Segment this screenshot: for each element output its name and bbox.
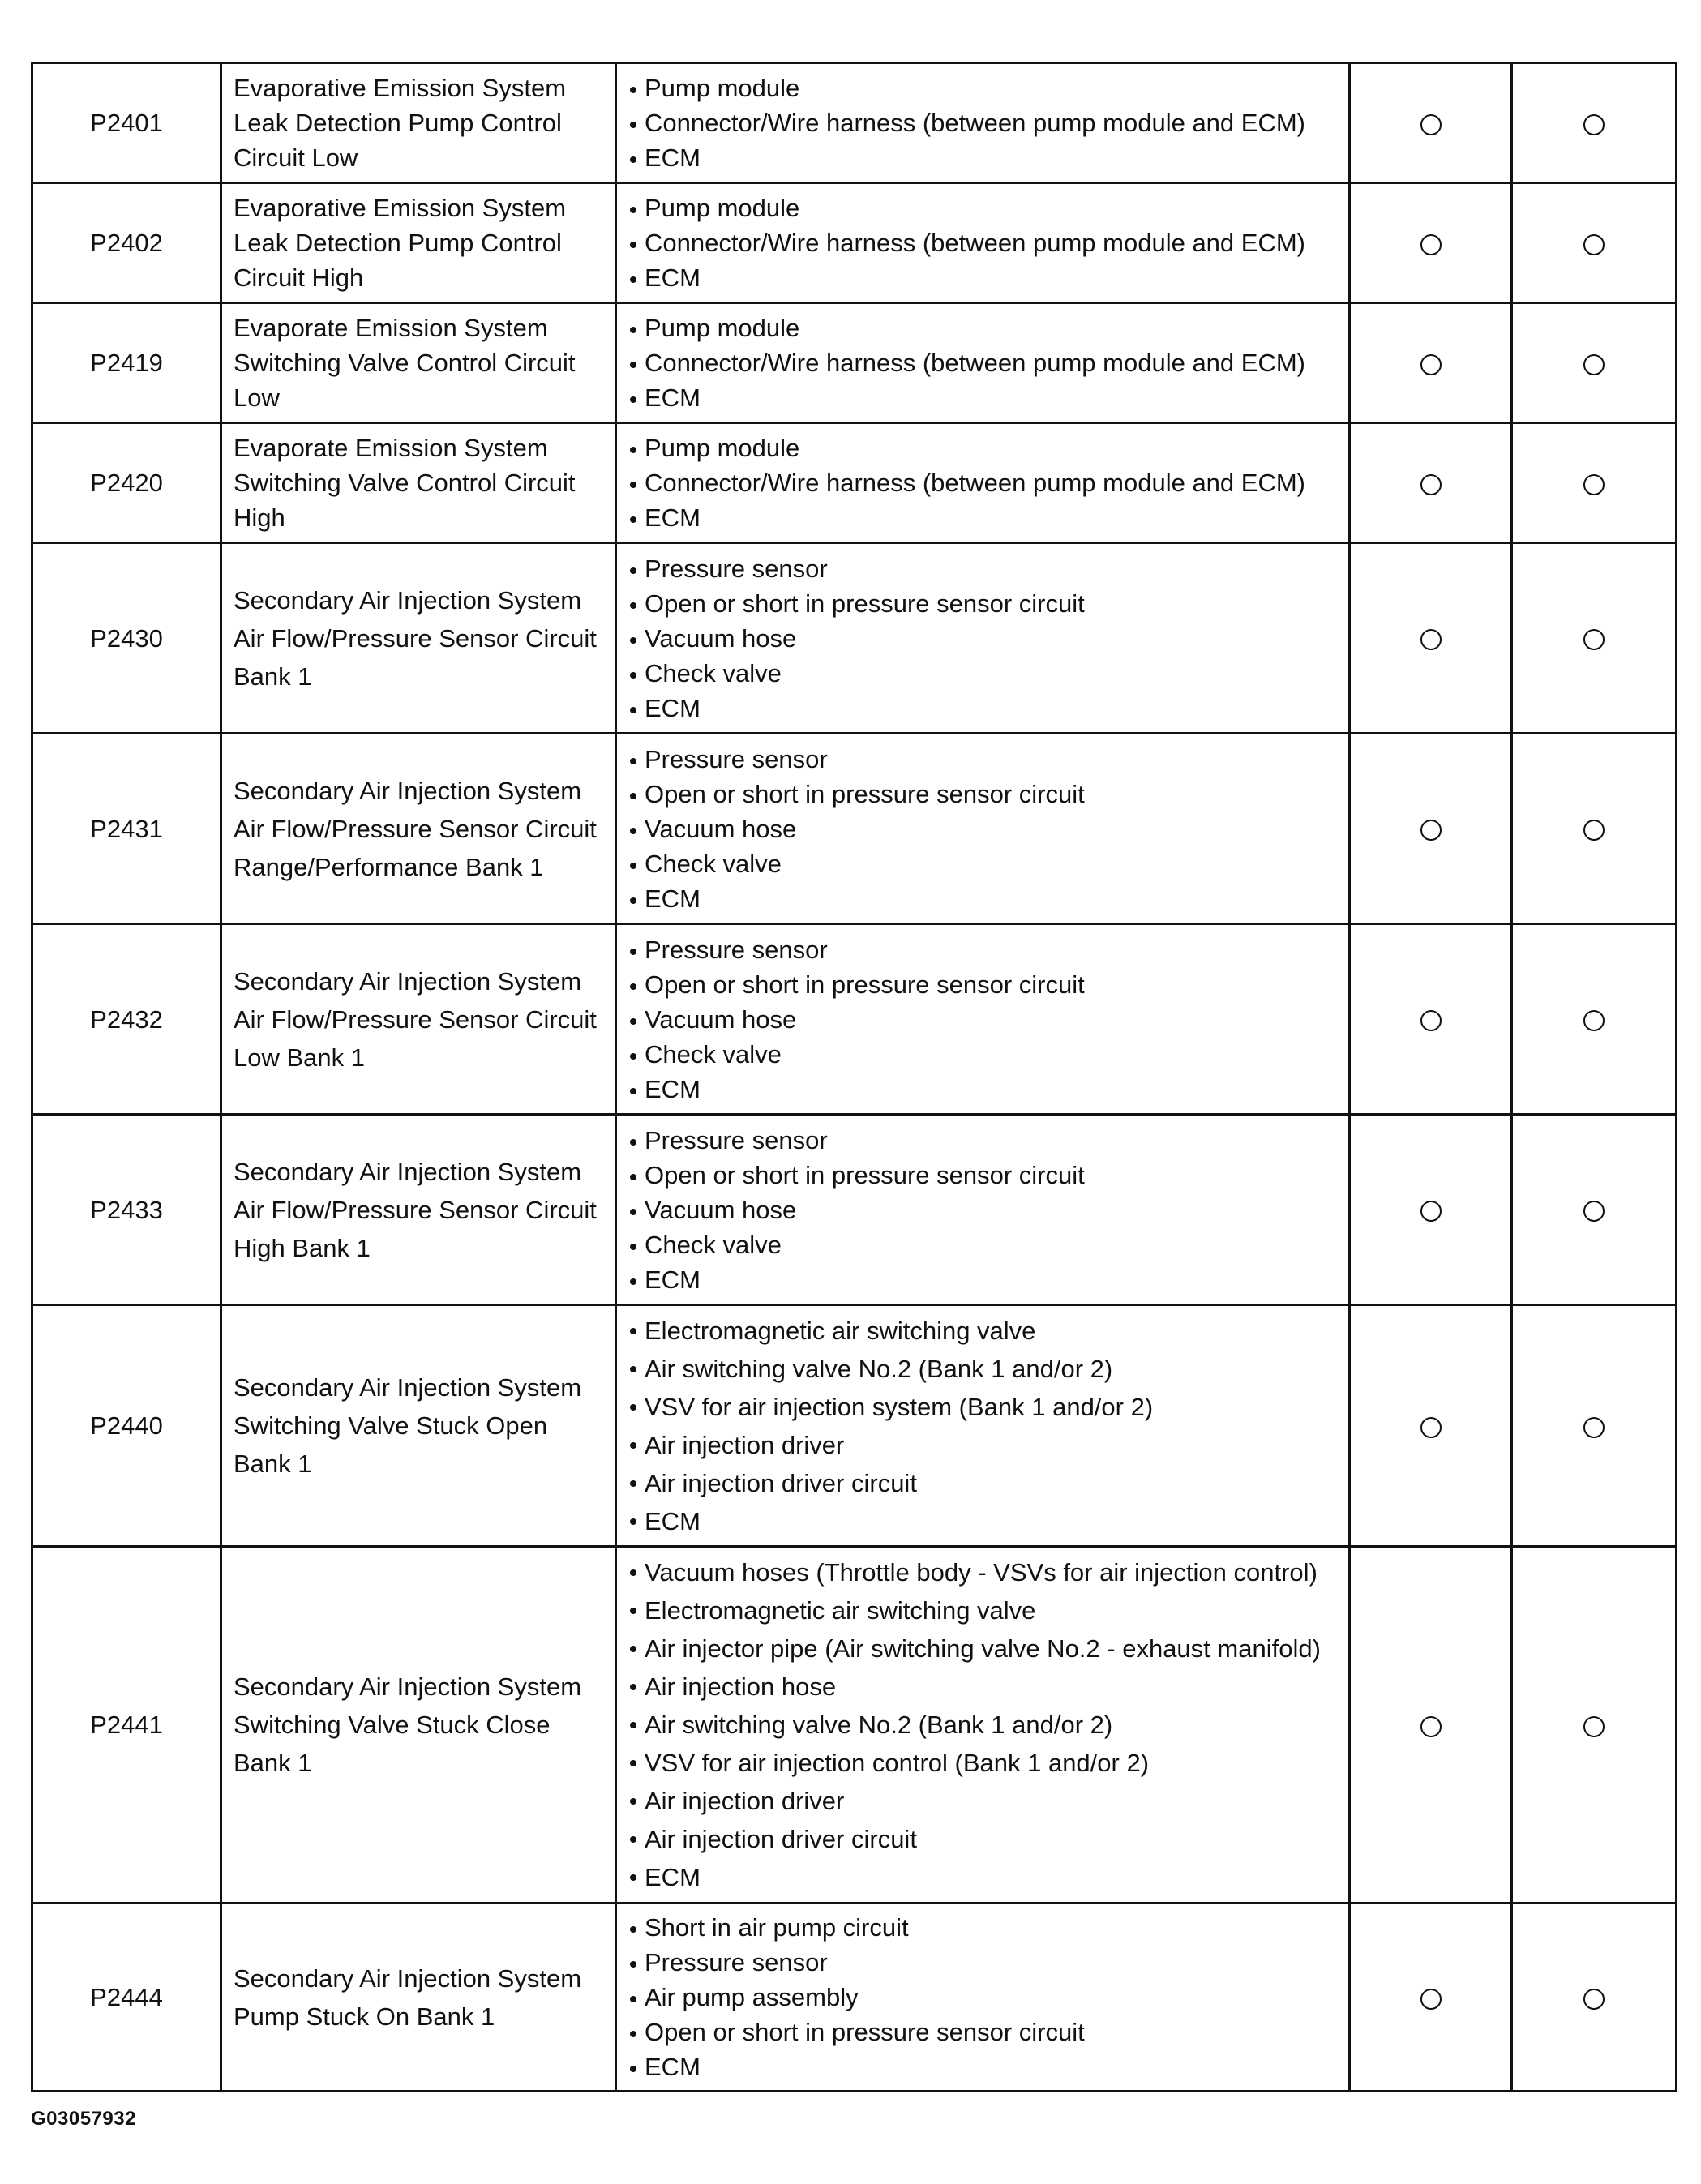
detection-item-line: Secondary Air Injection System [234,1963,582,1993]
circle-mark-icon [1420,1716,1442,1737]
dtc-code: P2444 [32,1904,221,2092]
detection-item [221,734,616,924]
circle-mark-icon [1420,354,1442,375]
detection-item [221,924,616,1115]
detection-item-line: Switching Valve Control Circuit [234,349,576,377]
applicability-mark-2 [1512,423,1677,543]
trouble-area-item: ECM [628,1858,1348,1896]
trouble-area-item: Electromagnetic air switching valve [628,1312,1348,1350]
trouble-area-item: Air injection driver circuit [628,1820,1348,1858]
detection-item-line: Secondary Air Injection System [234,585,582,615]
applicability-mark-1 [1350,423,1512,543]
trouble-area-item: Pressure sensor [628,742,1348,777]
applicability-mark-2 [1512,1305,1677,1547]
circle-mark-icon [1420,234,1442,255]
detection-item-line: Switching Valve Control Circuit [234,469,576,497]
applicability-mark-1 [1350,734,1512,924]
circle-mark-icon [1420,1010,1442,1031]
trouble-area-item: Open or short in pressure sensor circuit [628,1158,1348,1193]
table-row [32,423,1677,543]
trouble-area-item: VSV for air injection system (Bank 1 and/or 2) [628,1388,1348,1426]
dtc-table [31,62,1677,2092]
applicability-mark-1 [1350,1305,1512,1547]
trouble-area-item: Pump module [628,191,1348,225]
detection-item-line: Circuit High [234,263,364,292]
trouble-area-item: Air switching valve No.2 (Bank 1 and/or 2) [628,1350,1348,1388]
dtc-code: P2431 [32,734,221,924]
trouble-area-item: Connector/Wire harness (between pump module and ECM) [628,225,1348,260]
trouble-area-item: Air injection driver [628,1426,1348,1464]
trouble-area-item: Open or short in pressure sensor circuit [628,777,1348,812]
dtc-code: P2420 [32,423,221,543]
trouble-area-item: Pump module [628,430,1348,465]
detection-item-line: Circuit Low [234,143,358,172]
detection-item-line: Evaporative Emission System [234,194,567,222]
table-row [32,734,1677,924]
detection-item [221,1547,616,1904]
table-row [32,1305,1677,1547]
applicability-mark-1 [1350,1115,1512,1305]
trouble-area-item: Connector/Wire harness (between pump module and ECM) [628,105,1348,140]
dtc-code: P2402 [32,183,221,303]
trouble-area-item: Vacuum hose [628,621,1348,656]
trouble-area-item: Air pump assembly [628,1980,1348,2015]
trouble-area [616,183,1350,303]
trouble-area [616,924,1350,1115]
applicability-mark-1 [1350,303,1512,423]
trouble-area [616,1305,1350,1547]
detection-item-line: Evaporative Emission System [234,74,567,102]
detection-item-line: Air Flow/Pressure Sensor Circuit [234,623,597,653]
applicability-mark-2 [1512,1547,1677,1904]
trouble-area [616,1115,1350,1305]
figure-id: G03057932 [31,2108,136,2130]
circle-mark-icon [1420,114,1442,135]
detection-item-line: Switching Valve Stuck Open [234,1411,548,1440]
applicability-mark-1 [1350,63,1512,183]
circle-mark-icon [1583,1716,1605,1737]
detection-item-line: Leak Detection Pump Control [234,229,562,257]
trouble-area-item: Check valve [628,1227,1348,1262]
detection-item-line: Evaporate Emission System [234,314,548,342]
detection-item [221,1115,616,1305]
applicability-mark-1 [1350,183,1512,303]
detection-item-line: Air Flow/Pressure Sensor Circuit [234,814,597,843]
detection-item-line: Switching Valve Stuck Close [234,1711,551,1739]
table-row [32,63,1677,183]
detection-item-line: Secondary Air Injection System [234,1373,582,1402]
trouble-area-item: Check valve [628,846,1348,881]
circle-mark-icon [1583,1989,1605,2010]
applicability-mark-1 [1350,924,1512,1115]
trouble-area-item: Pressure sensor [628,932,1348,967]
dtc-code: P2430 [32,543,221,734]
trouble-area-item: Connector/Wire harness (between pump module and ECM) [628,465,1348,500]
table-row [32,543,1677,734]
detection-item-line: Secondary Air Injection System [234,776,582,805]
dtc-code: P2401 [32,63,221,183]
applicability-mark-2 [1512,63,1677,183]
trouble-area-item: Vacuum hose [628,812,1348,846]
applicability-mark-2 [1512,1904,1677,2092]
trouble-area-item: Short in air pump circuit [628,1910,1348,1945]
applicability-mark-2 [1512,924,1677,1115]
table-row [32,1547,1677,1904]
detection-item [221,1305,616,1547]
applicability-mark-2 [1512,734,1677,924]
detection-item [221,1904,616,2092]
applicability-mark-1 [1350,1904,1512,2092]
dtc-code: P2419 [32,303,221,423]
detection-item-line: Low Bank 1 [234,1043,365,1072]
trouble-area [616,423,1350,543]
circle-mark-icon [1583,629,1605,650]
trouble-area-item: ECM [628,1262,1348,1297]
trouble-area-item: ECM [628,881,1348,916]
trouble-area-item: VSV for air injection control (Bank 1 and/or 2) [628,1744,1348,1782]
trouble-area-item: Air injection hose [628,1668,1348,1706]
detection-item-line: Low [234,383,280,412]
applicability-mark-1 [1350,1547,1512,1904]
detection-item [221,303,616,423]
detection-item-line: Range/Performance Bank 1 [234,852,544,881]
dtc-table-body [32,63,1677,2092]
detection-item [221,63,616,183]
detection-item-line: Secondary Air Injection System [234,1672,582,1701]
trouble-area-item: Vacuum hose [628,1002,1348,1037]
circle-mark-icon [1583,354,1605,375]
trouble-area-item: Check valve [628,1037,1348,1072]
detection-item-line: Bank 1 [234,1450,312,1478]
circle-mark-icon [1420,1201,1442,1222]
trouble-area-item: ECM [628,140,1348,175]
trouble-area-item: Open or short in pressure sensor circuit [628,586,1348,621]
table-row [32,1904,1677,2092]
trouble-area-item: Air injection driver circuit [628,1464,1348,1502]
circle-mark-icon [1583,1010,1605,1031]
dtc-code: P2441 [32,1547,221,1904]
applicability-mark-2 [1512,543,1677,734]
trouble-area-item: Pressure sensor [628,1945,1348,1980]
trouble-area-item: ECM [628,2049,1348,2084]
trouble-area-item: Open or short in pressure sensor circuit [628,2015,1348,2049]
detection-item-line: Leak Detection Pump Control [234,109,562,137]
detection-item-line: High Bank 1 [234,1233,371,1262]
trouble-area-item: ECM [628,1072,1348,1107]
trouble-area-item: ECM [628,691,1348,726]
circle-mark-icon [1583,1201,1605,1222]
detection-item-line: Secondary Air Injection System [234,1157,582,1186]
circle-mark-icon [1583,234,1605,255]
circle-mark-icon [1583,1417,1605,1438]
applicability-mark-2 [1512,303,1677,423]
trouble-area [616,1904,1350,2092]
detection-item-line: Air Flow/Pressure Sensor Circuit [234,1195,597,1224]
trouble-area-item: ECM [628,500,1348,535]
dtc-code: P2433 [32,1115,221,1305]
trouble-area-item: Electromagnetic air switching valve [628,1591,1348,1629]
trouble-area [616,303,1350,423]
circle-mark-icon [1420,1417,1442,1438]
detection-item-line: High [234,503,285,532]
detection-item-line: Bank 1 [234,662,312,691]
table-row [32,303,1677,423]
trouble-area [616,543,1350,734]
applicability-mark-2 [1512,1115,1677,1305]
circle-mark-icon [1420,820,1442,841]
trouble-area-item: Air injector pipe (Air switching valve No.2 - exhaust manifold) [628,1629,1348,1668]
dtc-code: P2440 [32,1305,221,1547]
detection-item [221,183,616,303]
detection-item [221,423,616,543]
trouble-area-item: Pump module [628,310,1348,345]
trouble-area [616,63,1350,183]
circle-mark-icon [1420,474,1442,495]
dtc-code: P2432 [32,924,221,1115]
applicability-mark-1 [1350,543,1512,734]
detection-item-line: Secondary Air Injection System [234,966,582,996]
circle-mark-icon [1583,114,1605,135]
trouble-area-item: Pump module [628,71,1348,105]
circle-mark-icon [1583,820,1605,841]
detection-item-line: Bank 1 [234,1749,312,1777]
trouble-area-item: Pressure sensor [628,551,1348,586]
trouble-area-item: Air injection driver [628,1782,1348,1820]
detection-item-line: Pump Stuck On Bank 1 [234,2002,495,2031]
detection-item [221,543,616,734]
trouble-area-item: Vacuum hoses (Throttle body - VSVs for air injection control) [628,1553,1348,1591]
trouble-area-item: Air switching valve No.2 (Bank 1 and/or 2) [628,1706,1348,1744]
trouble-area-item: ECM [628,380,1348,415]
trouble-area-item: ECM [628,1502,1348,1540]
trouble-area-item: ECM [628,260,1348,295]
trouble-area-item: Check valve [628,656,1348,691]
trouble-area-item: Pressure sensor [628,1123,1348,1158]
circle-mark-icon [1420,629,1442,650]
circle-mark-icon [1583,474,1605,495]
table-row [32,183,1677,303]
trouble-area-item: Vacuum hose [628,1193,1348,1227]
applicability-mark-2 [1512,183,1677,303]
trouble-area [616,1547,1350,1904]
trouble-area-item: Open or short in pressure sensor circuit [628,967,1348,1002]
circle-mark-icon [1420,1989,1442,2010]
trouble-area-item: Connector/Wire harness (between pump module and ECM) [628,345,1348,380]
trouble-area [616,734,1350,924]
table-row [32,1115,1677,1305]
detection-item-line: Air Flow/Pressure Sensor Circuit [234,1004,597,1034]
detection-item-line: Evaporate Emission System [234,434,548,462]
table-row [32,924,1677,1115]
